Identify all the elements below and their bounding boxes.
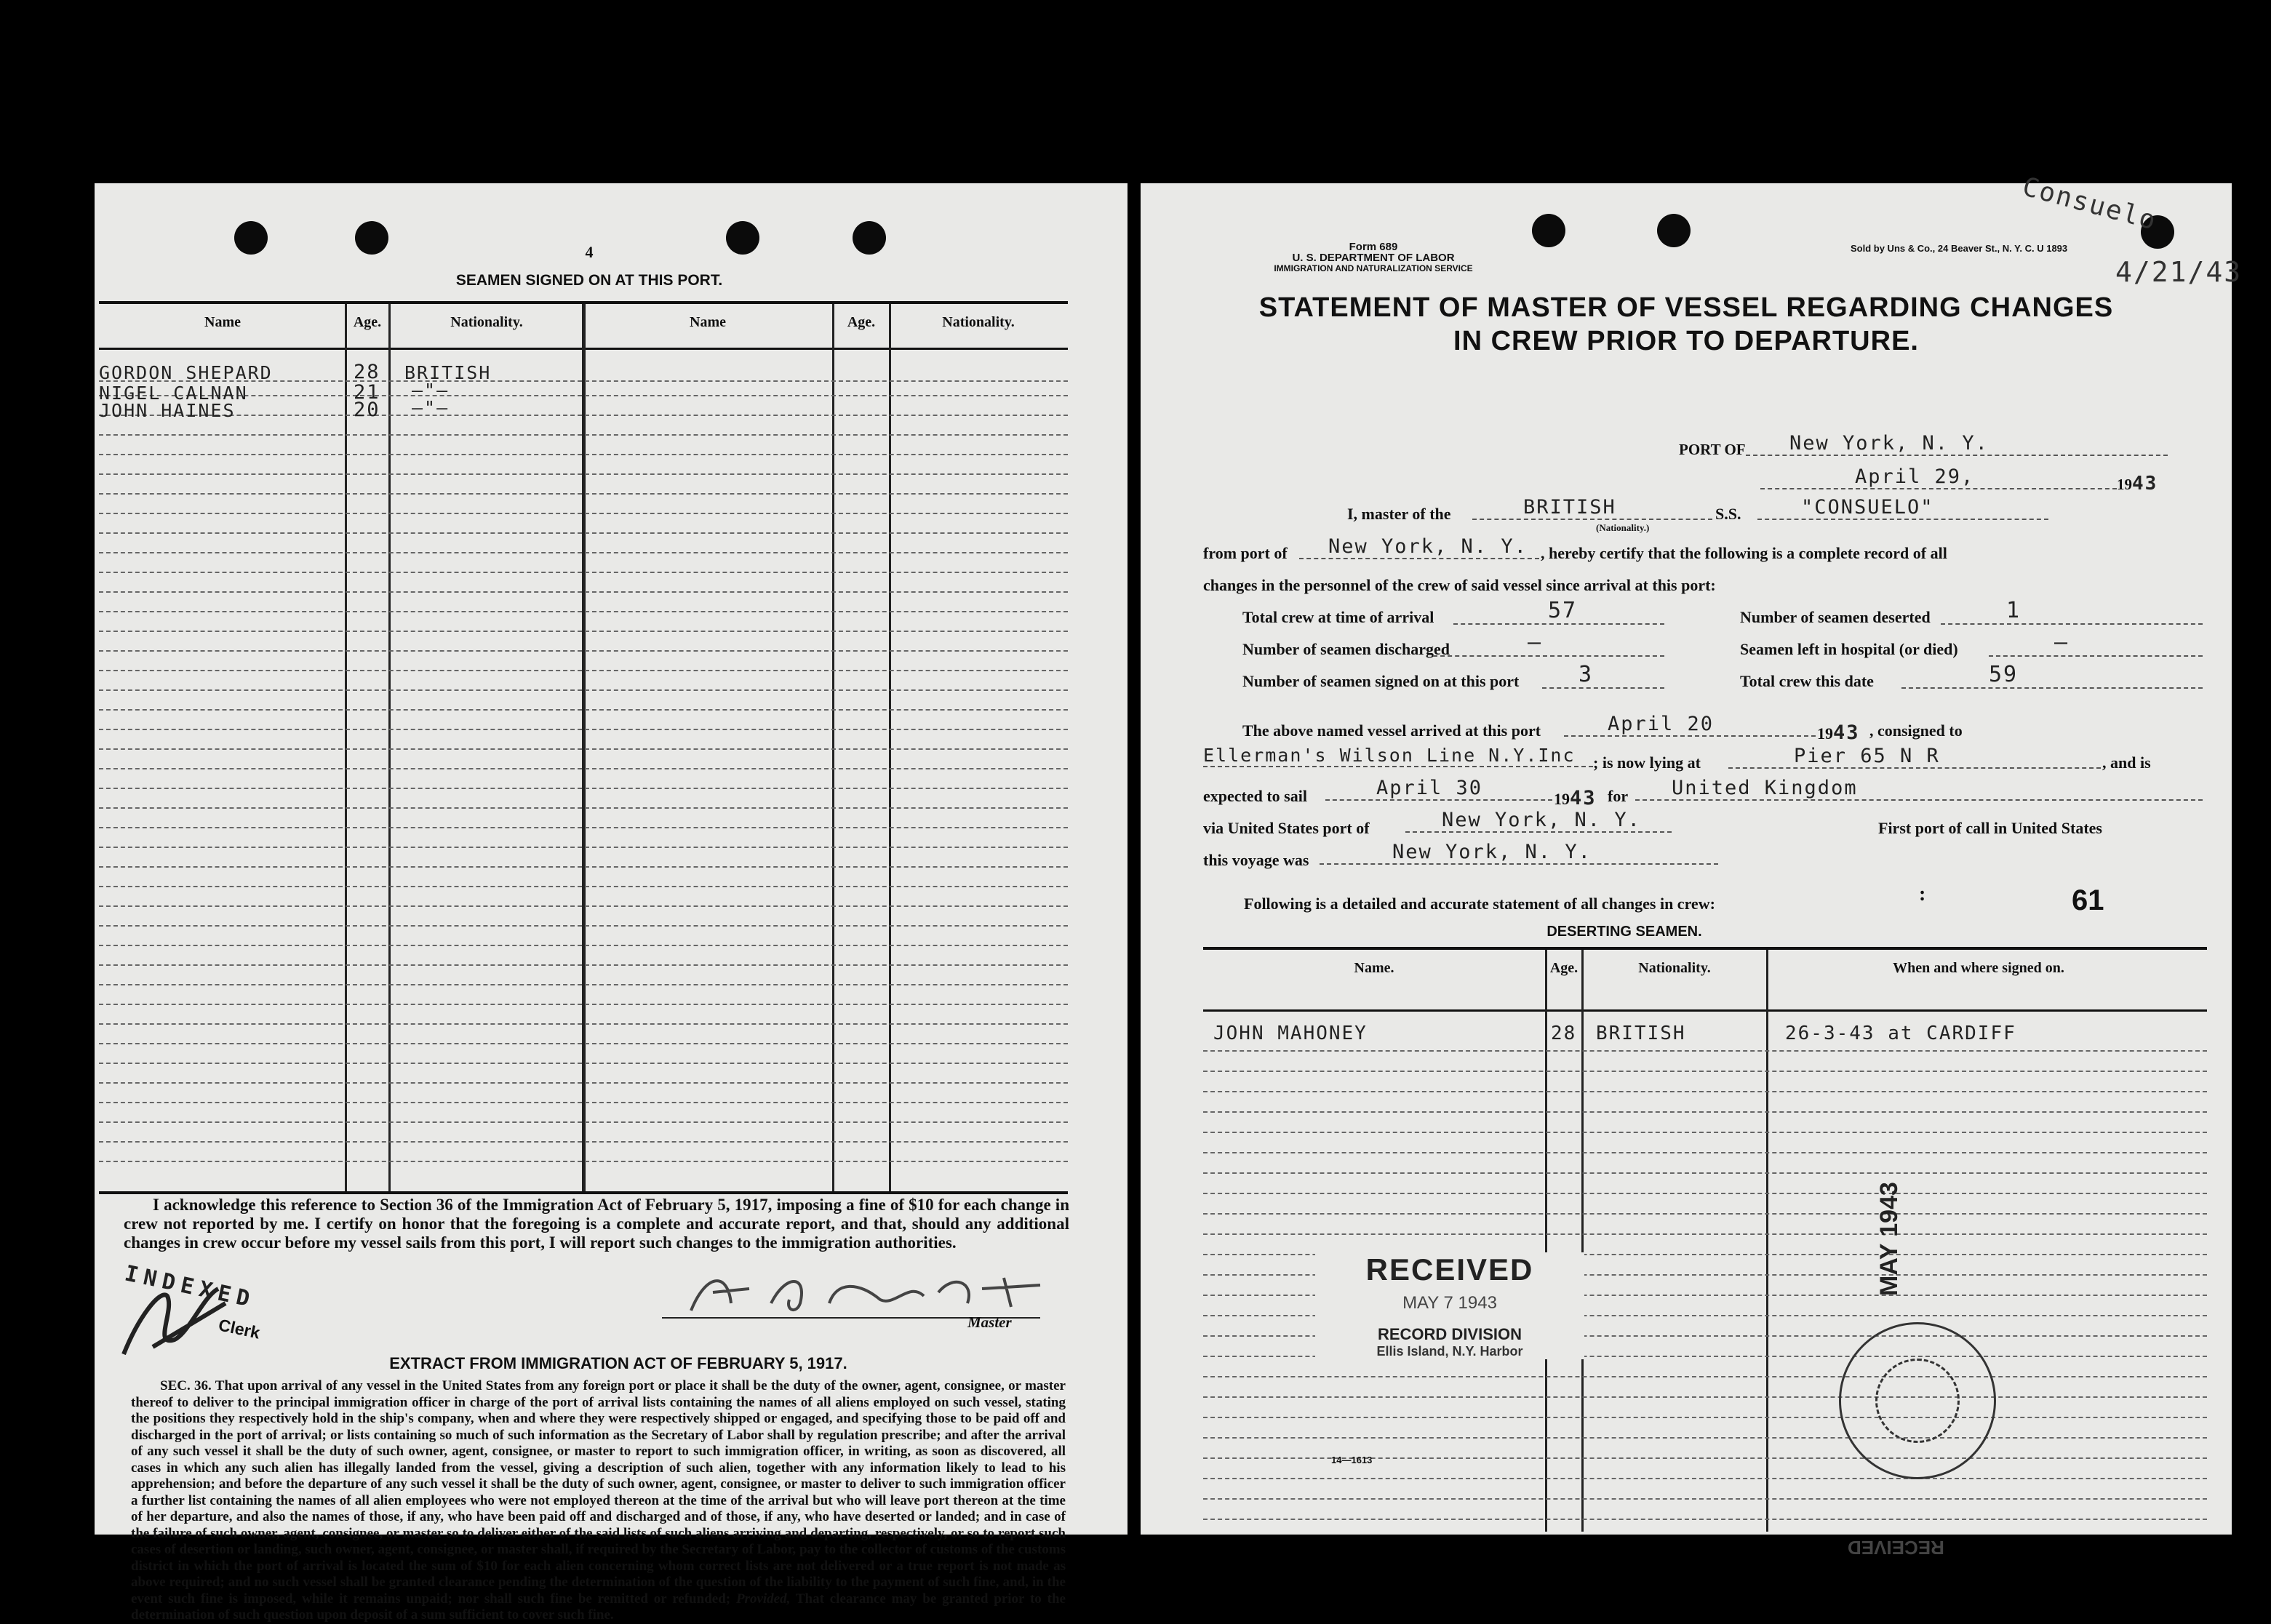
voyage-label: this voyage was	[1203, 851, 1309, 869]
total-crew-arrival-value: 57	[1453, 598, 1664, 625]
acknowledgement-text: I acknowledge this reference to Section 36 of the Immigration Act of February 5, 1917, imposing a fine of $10 for each change in crew not reported by me. I certify on honor that the foregoing is a complete and accurate report, and that, should any additional changes in crew occur before my vessel sails from this port, I will report such changes to the immigration authorities.	[124, 1196, 1069, 1252]
extract-title: EXTRACT FROM IMMIGRATION ACT OF FEBRUARY 5, 1917.	[389, 1354, 847, 1372]
pier-value: Pier 65 N R	[1728, 745, 2101, 769]
total-crew-date-value: 59	[1901, 662, 2203, 689]
deserted-label: Number of seamen deserted	[1740, 608, 1931, 626]
count-stamp: 61	[2072, 884, 2104, 916]
round-seal-inner	[1875, 1359, 1960, 1443]
table-row-nationality: —"—	[412, 397, 450, 418]
indexed-stamp: INDEXED	[122, 1260, 258, 1313]
signed-on-label: Number of seamen signed on at this port	[1242, 672, 1520, 690]
vessel-name: "CONSUELO"	[1757, 496, 2048, 520]
arrived-label: The above named vessel arrived at this port	[1242, 721, 1541, 740]
master-of-label: I, master of the	[1347, 505, 1451, 523]
sail-value: April 30	[1325, 777, 1552, 801]
nationality-caption: (Nationality.)	[1596, 522, 1650, 533]
punch-hole	[1657, 214, 1691, 247]
via-value: New York, N. Y.	[1405, 809, 1672, 833]
sail-year: 1943	[1554, 787, 1597, 809]
table-row-age: 20	[354, 399, 380, 421]
form-title-line1: STATEMENT OF MASTER OF VESSEL REGARDING CHANGES	[1258, 292, 2114, 323]
table-row: JOHN HAINES	[99, 400, 236, 421]
signed-on-value: 3	[1542, 662, 1664, 689]
deserted-value: 1	[1941, 598, 2203, 625]
bottom-received-stamp: RECEIVED	[1848, 1537, 1944, 1559]
table-row-age: 21	[354, 381, 380, 404]
voyage-value: New York, N. Y.	[1320, 841, 1718, 865]
col-header-nationality-2: Nationality.	[942, 314, 1015, 330]
deserting-heading: DESERTING SEAMEN.	[1546, 924, 1702, 940]
received-stamp-division: RECORD DIVISION	[1377, 1325, 1522, 1343]
changes-text: changes in the personnel of the crew of said vessel since arrival at this port:	[1203, 576, 1716, 594]
table-row: GORDON SHEPARD	[99, 362, 273, 383]
table-row-nationality: BRITISH	[1596, 1023, 1686, 1044]
col-header-name-2: Name	[690, 314, 726, 330]
hospital-value: —	[1989, 630, 2203, 657]
left-page	[95, 183, 1127, 1623]
footer-code: 14—1613	[1331, 1455, 1373, 1465]
deserting-seamen-table	[1203, 947, 2207, 1532]
certify-text: , hereby certify that the following is a complete record of all	[1541, 544, 1947, 562]
extract-text: SEC. 36. That upon arrival of any vessel in the United States from any foreign port or place it shall be the duty of the owner, agent, consignee, or master thereof to deliver to the principal immigration officer in charge of the port of arrival lists containing the names of all aliens employed on such vessel, stating the positions they respectively hold in the ship's company, when and where they were respectively shipped or engaged, and specifying those to be paid off and discharged in the port of arrival; or lists containing so much of such information as the Secretary of Labor shall by regulation prescribe; and after the arrival of any such vessel it shall be the duty of such owner, agent, consignee, or master to report to such immigration officer, in writing, as soon as discovered, all cases in which any such alien has illegally landed from the vessel, giving a description of such alien, together with any information likely to lead to his apprehension; and before the departure of any such vessel it shall be the duty of such owner, agent, consignee, or master to deliver to such immigration officer a further list containing the names of all alien employees who were not employed thereon at the time of the arrival but who will leave port thereon at the time of her departure, and also the names of those, if any, who have been paid off and discharged and of those, if any, who have deserted or landed; and in case of the failure of such owner, agent, consignee, or master so to deliver either of the said lists of such aliens arriving and departing, respectively, or so to report such cases of desertion or landing, such owner, agent, consignee, or master shall, if required by the Secretary of Labor, pay to the collector of customs of the customs district in which the port of arrival is located the sum of $10 for each alien concerning whom correct lists are not delivered or a true report is not made as above required; and no such vessel shall be granted clearance pending the determination of the question of the liability to the payment of such fine, and, in the event such fine is imposed, while it remains unpaid; nor shall such fine be remitted or refunded; Provided, That clearance may be granted prior to the determination of such question upon deposit of a sum sufficient to cover such fine.	[131, 1378, 1066, 1623]
col-header-age: Age.	[353, 314, 382, 330]
col-header-signed-on: When and where signed on.	[1893, 960, 2064, 976]
corner-handwriting: Consuelo	[2019, 172, 2160, 236]
nationality-value: BRITISH	[1472, 496, 1712, 520]
table-row-signed-on: 26-3-43 at CARDIFF	[1785, 1023, 2016, 1044]
rotated-date-stamp: MAY 1943	[1875, 1182, 1903, 1296]
from-port-value: New York, N. Y.	[1299, 535, 1539, 559]
lying-label: ; is now lying at	[1593, 753, 1701, 772]
table-row: JOHN MAHONEY	[1213, 1023, 1368, 1044]
via-label: via United States port of	[1203, 819, 1370, 837]
col-header-name: Name.	[1354, 960, 1394, 976]
for-label: for	[1608, 787, 1629, 805]
col-header-age: Age.	[1549, 960, 1578, 976]
expected-label: expected to sail	[1203, 787, 1307, 805]
discharged-value: —	[1433, 630, 1664, 657]
page-number: 4	[585, 243, 594, 261]
received-stamp	[1315, 1252, 1584, 1359]
seller-text: Sold by Uns & Co., 24 Beaver St., N. Y. C. U 1893	[1851, 243, 2068, 254]
following-text: Following is a detailed and accurate statement of all changes in crew:	[1244, 895, 1715, 913]
arrived-value: April 20	[1564, 713, 1816, 737]
count-mark: :	[1919, 883, 1926, 905]
total-crew-arrival-label: Total crew at time of arrival	[1242, 608, 1434, 626]
received-stamp-date: MAY 7 1943	[1402, 1293, 1497, 1313]
hospital-label: Seamen left in hospital (or died)	[1740, 640, 1958, 658]
form-number: Form 689	[1349, 241, 1398, 253]
form-title-line2: IN CREW PRIOR TO DEPARTURE.	[1453, 326, 1919, 356]
port-value: New York, N. Y.	[1746, 432, 2168, 456]
table-row-age: 28	[1551, 1023, 1577, 1044]
year-line: 1943	[2117, 473, 2158, 495]
destination-value: United Kingdom	[1635, 777, 2203, 801]
arrived-year: 1943	[1817, 721, 1860, 744]
clerk-label: Clerk	[217, 1315, 262, 1343]
col-header-name: Name	[204, 314, 241, 330]
consigned-label: , consigned to	[1869, 721, 1963, 740]
table-row-nationality: —"—	[412, 380, 450, 401]
form-header	[1192, 241, 1555, 274]
col-header-nationality: Nationality.	[1638, 960, 1711, 976]
ss-label: S.S.	[1715, 505, 1741, 523]
and-is-label: , and is	[2102, 753, 2151, 772]
received-stamp-location: Ellis Island, N.Y. Harbor	[1376, 1344, 1523, 1359]
table-row-nationality: BRITISH	[404, 362, 492, 383]
first-port-label: First port of call in United States	[1878, 819, 2102, 837]
total-crew-date-label: Total crew this date	[1740, 672, 1874, 690]
corner-date: 4/21/43	[2115, 256, 2243, 288]
col-header-age-2: Age.	[847, 314, 876, 330]
received-stamp-title: RECEIVED	[1365, 1252, 1534, 1287]
col-header-nationality: Nationality.	[450, 314, 523, 330]
consignee-value: Ellerman's Wilson Line N.Y.Inc	[1203, 745, 1593, 767]
table-row-age: 28	[354, 361, 380, 383]
from-port-label: from port of	[1203, 544, 1288, 562]
seamen-signed-table	[99, 301, 1068, 1194]
date-value: April 29,	[1760, 465, 2117, 489]
table-row: NIGEL CALNAN	[99, 383, 248, 404]
left-heading: SEAMEN SIGNED ON AT THIS PORT.	[455, 272, 723, 289]
port-label: PORT OF	[1679, 441, 1746, 458]
discharged-label: Number of seamen discharged	[1242, 640, 1450, 658]
service: IMMIGRATION AND NATURALIZATION SERVICE	[1274, 263, 1473, 273]
right-page	[1141, 172, 2243, 1535]
department: U. S. DEPARTMENT OF LABOR	[1292, 252, 1455, 264]
master-label: Master	[967, 1313, 1012, 1331]
